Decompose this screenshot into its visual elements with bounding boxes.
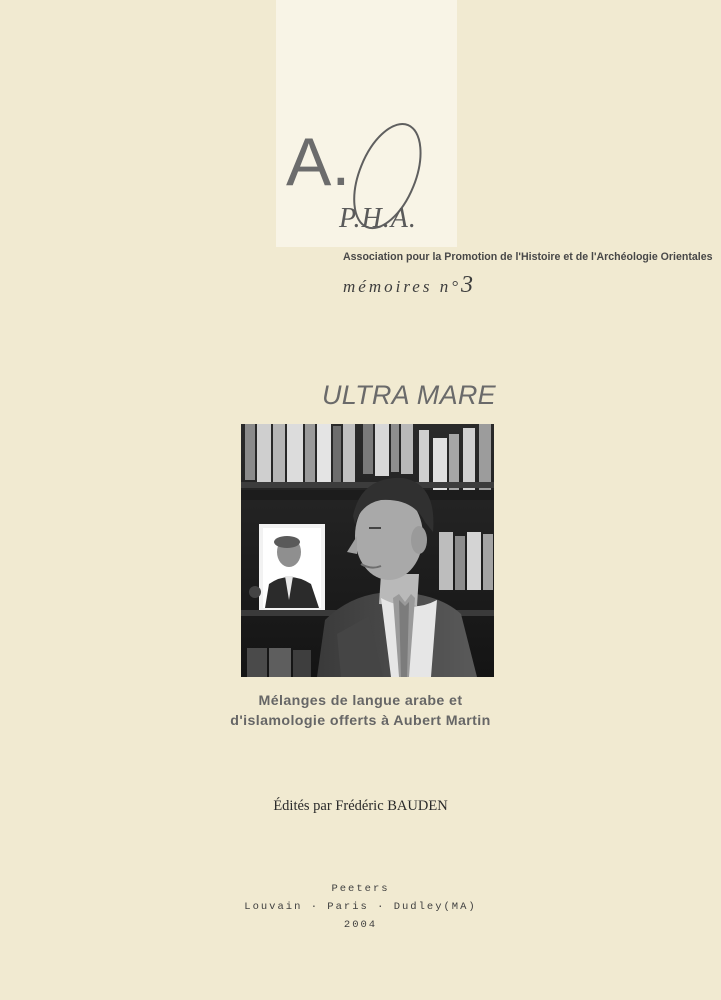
association-part: Promotion de l' (444, 251, 521, 263)
portrait-photo (241, 424, 494, 677)
association-part: Archéologie (596, 251, 661, 263)
association-part: Association pour la (343, 251, 445, 263)
association-part: Histoire et de l' (520, 251, 597, 263)
book-title: ULTRA MARE (321, 380, 496, 410)
publisher-block (200, 880, 521, 934)
series-text: mémoires n° (343, 277, 462, 296)
book-subtitle (200, 691, 521, 731)
series-label (343, 272, 473, 299)
logo-pha: P.H.A. (339, 203, 417, 234)
publisher-year: 2004 (343, 919, 378, 931)
association-name (343, 251, 713, 263)
portrait-photo-image (241, 424, 494, 677)
publisher-name: Peeters (331, 883, 390, 895)
series-number: 3 (461, 272, 474, 298)
subtitle-line-2: d'islamologie offerts à Aubert Martin (230, 713, 491, 729)
subtitle-line-1: Mélanges de langue arabe et (258, 693, 463, 709)
editors-line: Édités par Frédéric BAUDEN (273, 798, 448, 814)
publisher-places: Louvain · Paris · Dudley(MA) (244, 901, 477, 913)
logo-letter-a: A. (286, 124, 351, 200)
association-part: Orientales (660, 251, 713, 263)
